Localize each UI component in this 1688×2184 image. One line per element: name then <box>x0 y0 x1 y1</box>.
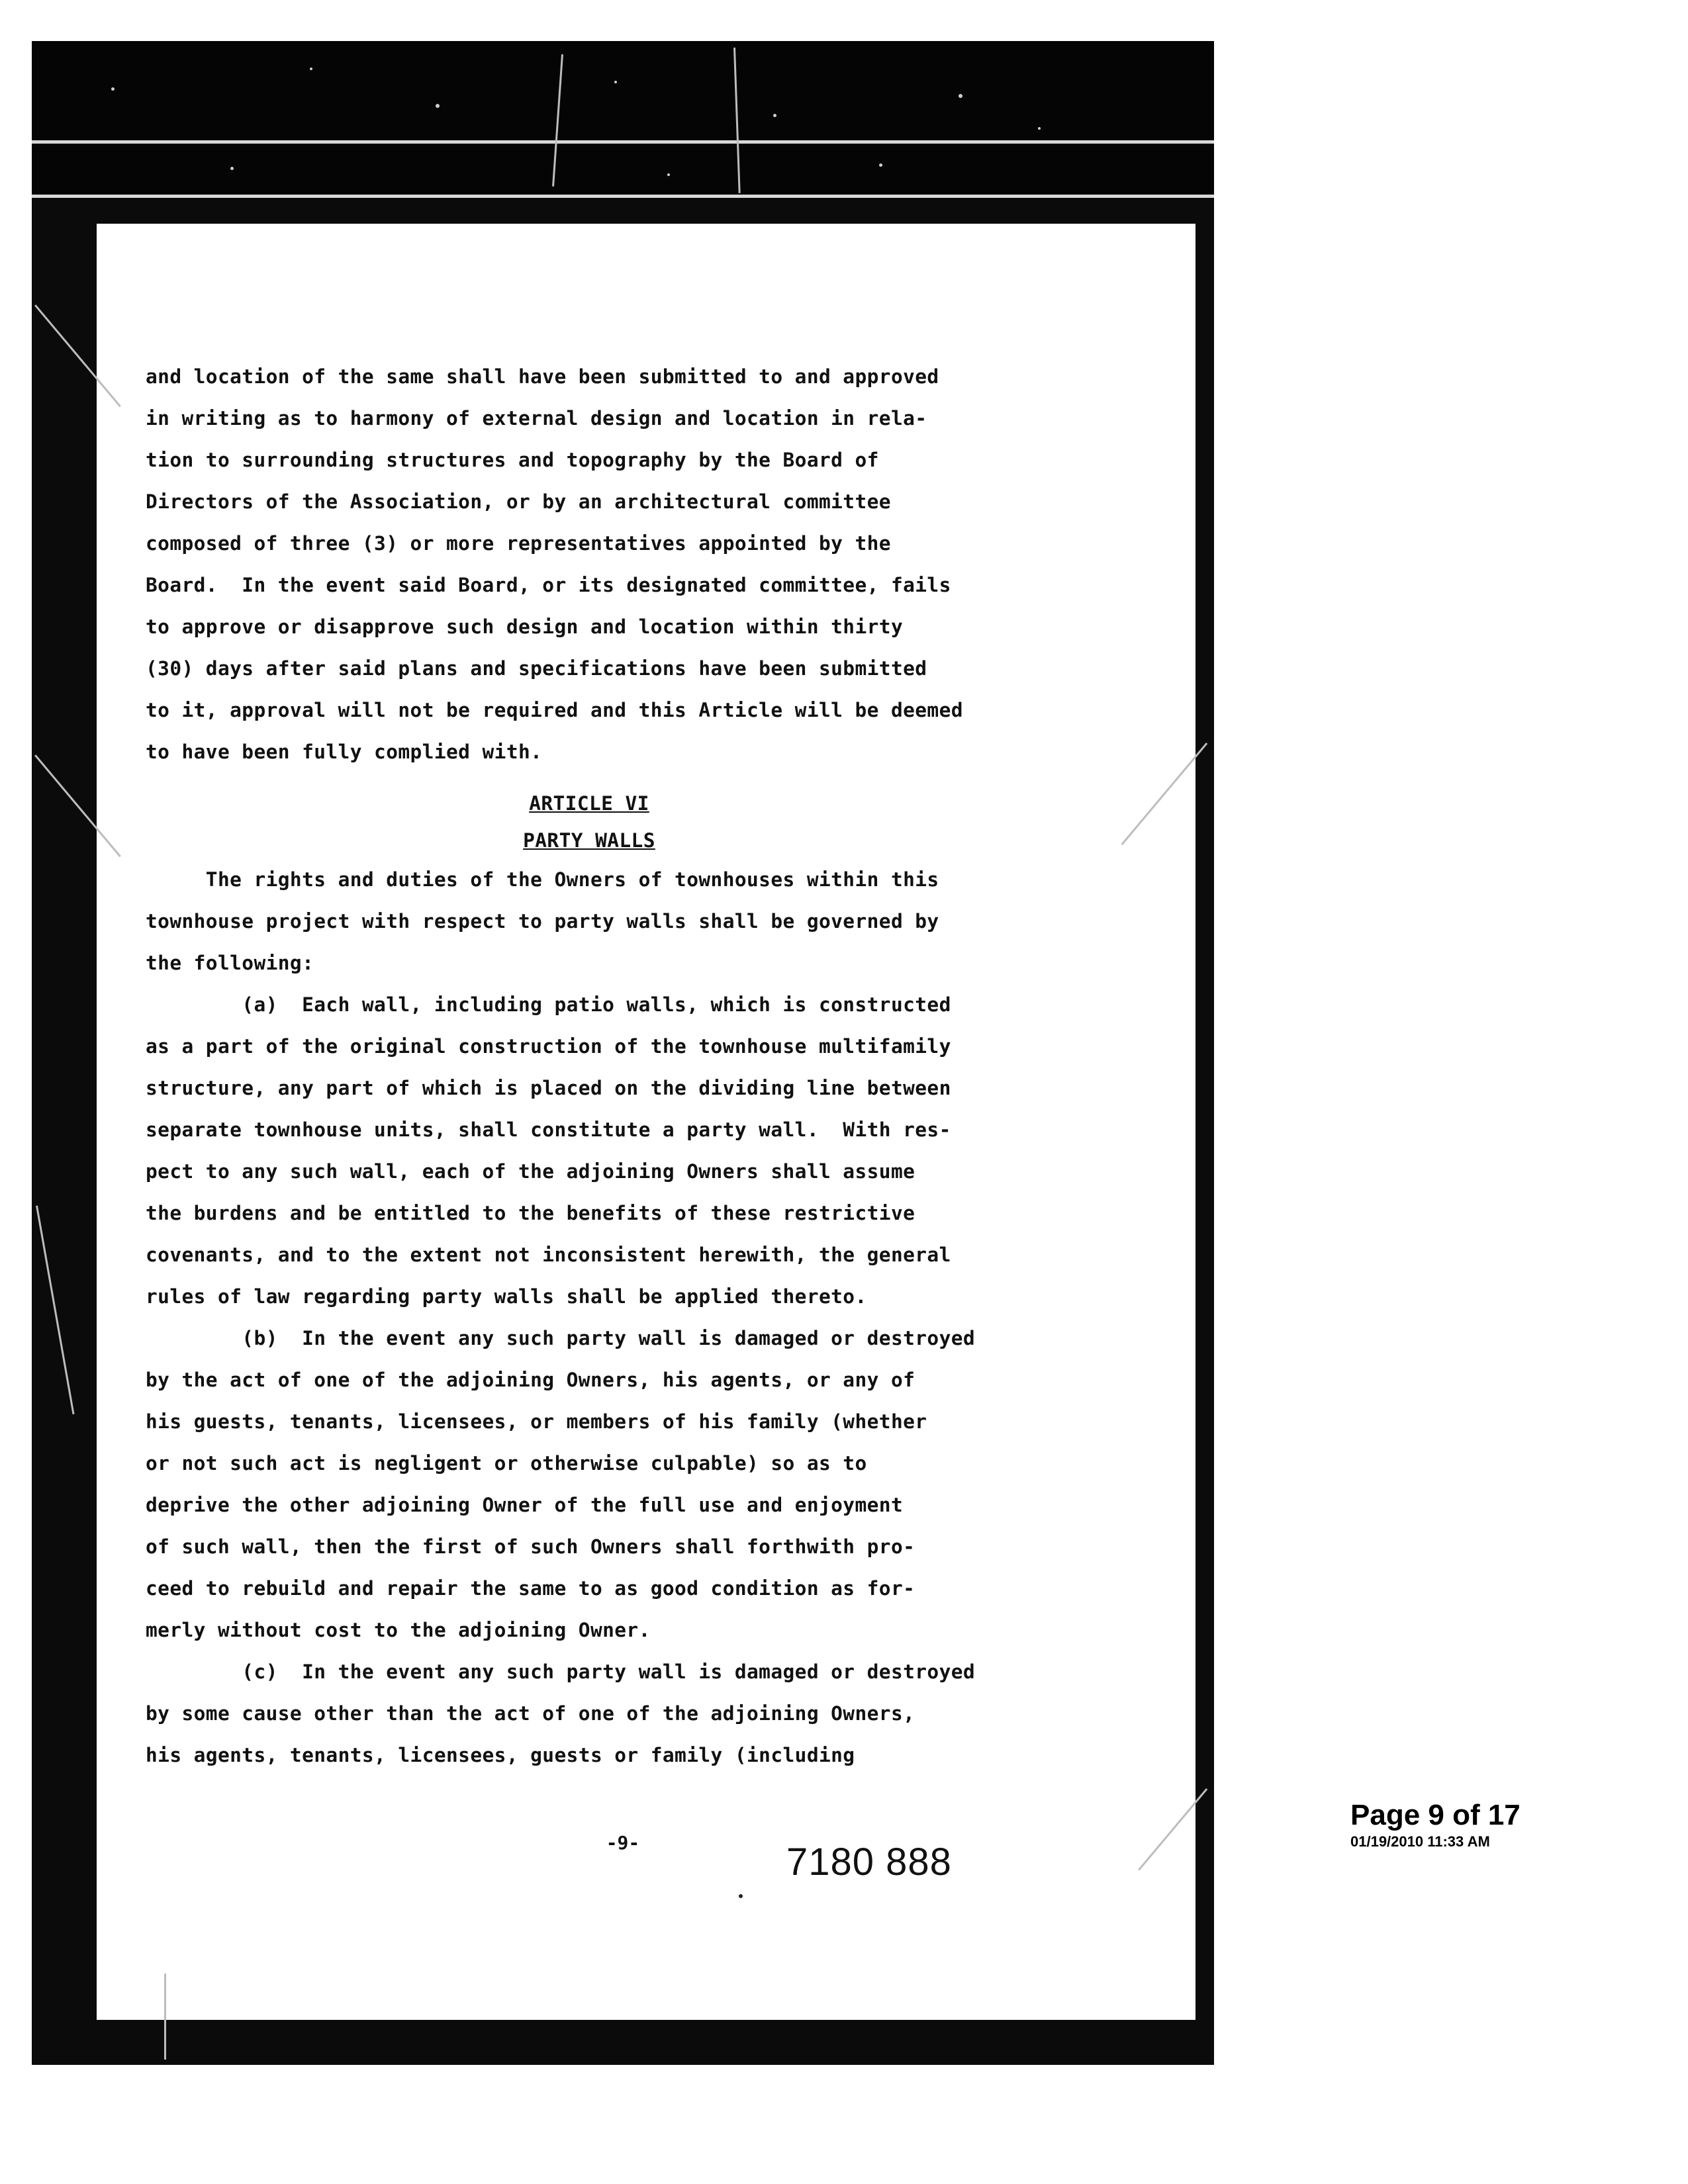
text-line: (b) In the event any such party wall is damaged or destroyed <box>146 1327 976 1349</box>
text-line: (a) Each wall, including patio walls, which is constructed <box>146 993 951 1016</box>
text-line: (30) days after said plans and specifications have been submitted <box>146 657 927 680</box>
scan-rule <box>32 195 1214 198</box>
text-line: deprive the other adjoining Owner of the full use and enjoyment <box>146 1494 904 1516</box>
document-body <box>146 356 1099 1776</box>
scan-speck <box>436 104 440 108</box>
text-line: his agents, tenants, licensees, guests or family (including <box>146 1744 855 1766</box>
page-stamp <box>1350 1799 1521 1850</box>
scan-streak <box>552 54 563 187</box>
scan-dot <box>739 1894 743 1898</box>
article-title: PARTY WALLS <box>523 829 655 852</box>
text-line: to it, approval will not be required and this Article will be deemed <box>146 699 963 721</box>
page-number: -9- <box>606 1832 640 1854</box>
scan-speck <box>773 114 776 117</box>
book-page-number: 7180 888 <box>786 1841 952 1884</box>
text-line: as a part of the original construction of the townhouse multifamily <box>146 1035 951 1058</box>
paragraph-approval <box>146 356 1099 773</box>
text-line: by the act of one of the adjoining Owners, his agents, or any of <box>146 1369 915 1391</box>
timestamp: 01/19/2010 11:33 AM <box>1350 1833 1490 1850</box>
text-line: tion to surrounding structures and topography by the Board of <box>146 449 879 471</box>
article-number: ARTICLE VI <box>529 792 649 815</box>
text-line: the following: <box>146 952 314 974</box>
scan-speck <box>959 94 962 98</box>
text-line: ceed to rebuild and repair the same to as good condition as for- <box>146 1577 915 1600</box>
text-line: composed of three (3) or more representatives appointed by the <box>146 532 891 555</box>
text-line: to have been fully complied with. <box>146 741 543 763</box>
text-line: townhouse project with respect to party walls shall be governed by <box>146 910 939 933</box>
text-line: The rights and duties of the Owners of townhouses within this <box>146 868 939 891</box>
text-line: or not such act is negligent or otherwise culpable) so as to <box>146 1452 867 1475</box>
text-line: Board. In the event said Board, or its designated committee, fails <box>146 574 951 596</box>
scan-rule <box>32 140 1214 144</box>
text-line: in writing as to harmony of external design and location in rela- <box>146 407 927 430</box>
scan-speck <box>111 87 115 91</box>
text-line: and location of the same shall have been submitted to and approved <box>146 365 939 388</box>
scan-edge-mark <box>164 1974 166 2060</box>
text-line: rules of law regarding party walls shall be applied thereto. <box>146 1285 867 1308</box>
text-line: of such wall, then the first of such Owners shall forthwith pro- <box>146 1535 915 1558</box>
paragraph-party-walls <box>146 859 1099 1776</box>
text-line: covenants, and to the extent not inconsistent herewith, the general <box>146 1244 951 1266</box>
scan-speck <box>230 167 234 170</box>
scan-speck <box>1038 127 1041 130</box>
text-line: (c) In the event any such party wall is damaged or destroyed <box>146 1661 976 1683</box>
scan-top-band <box>32 41 1214 199</box>
text-line: Directors of the Association, or by an architectural committee <box>146 490 891 513</box>
scan-speck <box>614 81 617 83</box>
text-line: his guests, tenants, licensees, or members of his family (whether <box>146 1410 927 1433</box>
page-count-label: Page 9 of 17 <box>1350 1799 1521 1831</box>
text-line: structure, any part of which is placed on the dividing line between <box>146 1077 951 1099</box>
scan-speck <box>310 68 312 70</box>
scan-streak <box>733 48 741 193</box>
text-line: pect to any such wall, each of the adjoining Owners shall assume <box>146 1160 915 1183</box>
text-line: by some cause other than the act of one of the adjoining Owners, <box>146 1702 915 1725</box>
text-line: merly without cost to the adjoining Owner. <box>146 1619 651 1641</box>
text-line: the burdens and be entitled to the benefits of these restrictive <box>146 1202 915 1224</box>
scan-speck <box>667 173 670 176</box>
scan-speck <box>879 163 882 167</box>
scan-edge-mark <box>36 1205 75 1414</box>
text-line: separate townhouse units, shall constitute a party wall. With res- <box>146 1118 951 1141</box>
text-line: to approve or disapprove such design and location within thirty <box>146 615 904 638</box>
